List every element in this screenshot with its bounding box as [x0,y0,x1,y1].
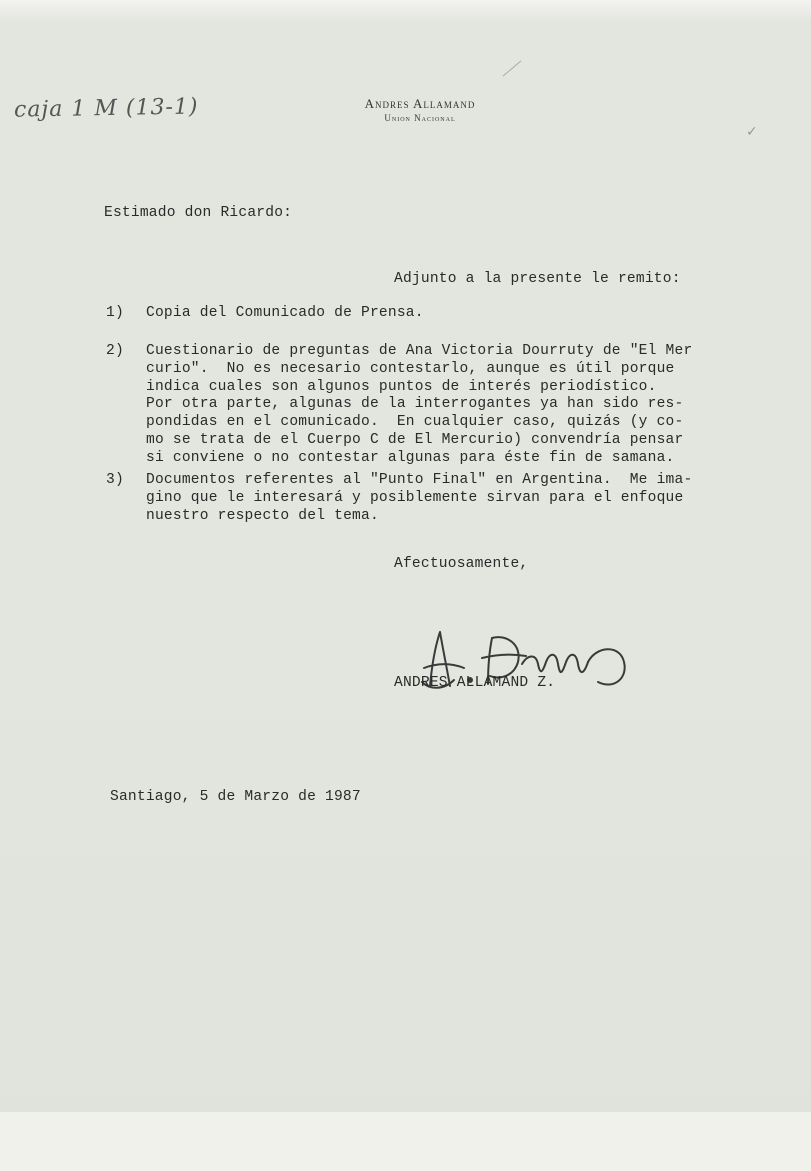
handwritten-signature [410,624,650,704]
item-body [146,472,766,525]
paper-edge [0,0,811,22]
item-line: nuestro respecto del tema. [146,507,379,524]
item-number: 1) [106,305,124,321]
item-body [146,305,766,323]
greeting: Estimado don Ricardo: [104,205,293,221]
item-number: 2) [106,343,124,359]
intro-line: Adjunto a la presente le remito: [394,271,681,287]
item-number: 3) [106,472,124,488]
item-line: si conviene o no contestar algunas para éste fin de samana. [146,449,675,466]
item-line: Copia del Comunicado de Prensa. [146,305,424,321]
letterhead [320,96,520,124]
item-line: Documentos referentes al "Punto Final" en Argentina. Me ima- [146,472,693,488]
closing: Afectuosamente, [394,556,529,572]
pencil-mark [502,60,521,76]
item-line: pondidas en el comunicado. En cualquier caso, quizás (y co- [146,414,684,431]
item-line: indica cuales son algunos puntos de interés periodístico. [146,378,657,395]
date-line: Santiago, 5 de Marzo de 1987 [110,789,361,805]
item-line: gino que le interesará y posiblemente sirvan para el enfoque [146,489,684,506]
item-line: Por otra parte, algunas de la interrogantes ya han sido res- [146,396,684,413]
item-body [146,343,766,468]
item-line: Cuestionario de preguntas de Ana Victoria Dourruty de "El Mer [146,343,693,359]
item-line: curio". No es necesario contestarlo, aunque es útil porque [146,360,675,377]
letterhead-name: Andres Allamand [364,96,476,111]
paper-bottom-strip [0,1112,811,1171]
item-line: mo se trata de el Cuerpo C de El Mercurio) convendría pensar [146,431,684,448]
signer-name: ANDRES ALLAMAND Z. [394,675,556,691]
letterhead-organization: Union Nacional [384,113,456,123]
check-mark-icon: ✓ [746,124,758,140]
archive-handwritten-note: caja 1 M (13-1) [13,94,199,123]
